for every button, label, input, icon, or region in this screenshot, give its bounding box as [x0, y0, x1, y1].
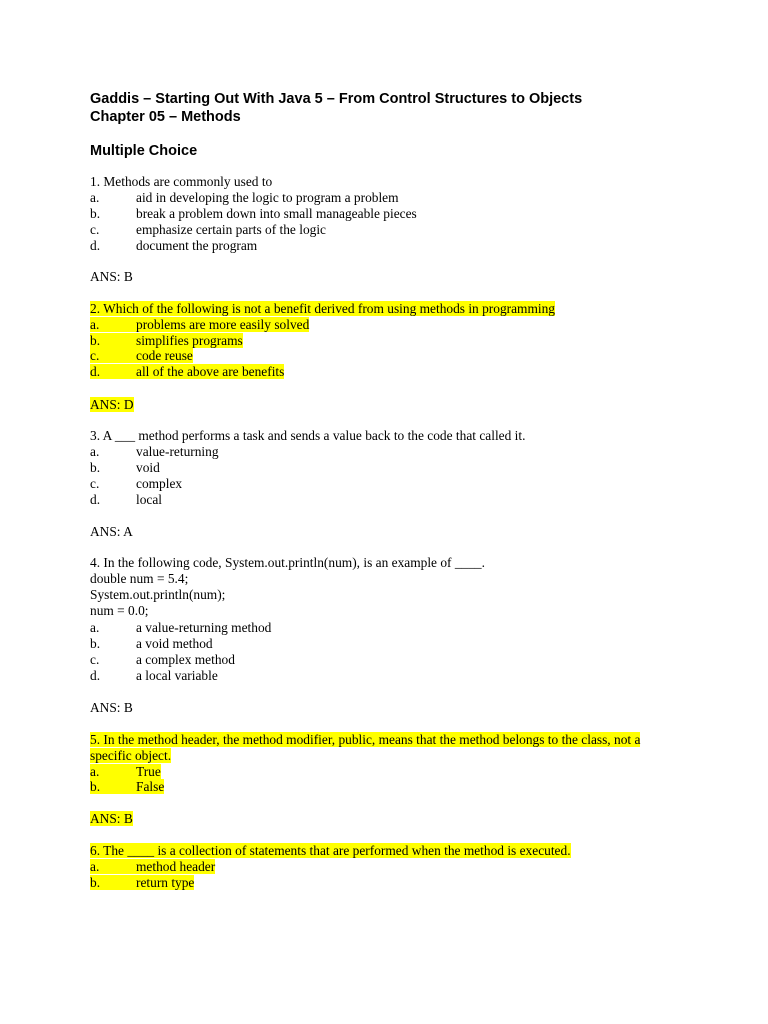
- question-4-option-c: [90, 652, 235, 668]
- question-3-answer: ANS: A: [90, 524, 133, 539]
- option-text: a local variable: [136, 668, 218, 683]
- chapter-title: Chapter 05 – Methods: [90, 109, 241, 125]
- option-letter: b.: [90, 779, 101, 794]
- option-letter: d.: [90, 492, 101, 507]
- option-text: simplifies programs: [136, 333, 243, 348]
- question-1-option-b: [90, 206, 417, 222]
- question-1-option-d: [90, 238, 257, 254]
- option-letter: a.: [90, 317, 100, 332]
- highlighted-text: specific object.: [90, 748, 172, 763]
- question-2-stem: [90, 301, 555, 317]
- option-text: value-returning: [136, 444, 219, 459]
- option-text: problems are more easily solved: [136, 317, 310, 332]
- option-text: a void method: [136, 636, 213, 651]
- option-text: complex: [136, 476, 183, 491]
- option-text: a complex method: [136, 652, 235, 667]
- option-letter: d.: [90, 668, 101, 683]
- question-3-option-b: [90, 460, 160, 476]
- option-letter: c.: [90, 348, 100, 363]
- question-5-option-b: [90, 779, 164, 795]
- option-letter: c.: [90, 652, 100, 667]
- question-4-stem: 4. In the following code, System.out.println(num), is an example of ____.: [90, 555, 485, 570]
- option-letter: c.: [90, 222, 100, 237]
- document-title: Gaddis – Starting Out With Java 5 – From Control Structures to Objects: [90, 91, 583, 107]
- option-text: aid in developing the logic to program a problem: [136, 190, 399, 205]
- option-text: document the program: [136, 238, 258, 253]
- question-6-option-a: [90, 859, 215, 875]
- question-2-option-a: [90, 317, 309, 333]
- question-1-answer: ANS: B: [90, 269, 133, 284]
- question-3-option-c: [90, 476, 182, 492]
- highlighted-text: ANS: D: [90, 397, 134, 412]
- option-text: False: [136, 779, 165, 794]
- option-letter: c.: [90, 476, 100, 491]
- option-text: break a problem down into small manageable pieces: [136, 206, 417, 221]
- question-1-stem: 1. Methods are commonly used to: [90, 174, 273, 189]
- option-letter: b.: [90, 636, 101, 651]
- option-letter: a.: [90, 764, 100, 779]
- question-5-stem-line-2: [90, 748, 171, 764]
- option-text: method header: [136, 859, 216, 874]
- question-1-option-c: [90, 222, 326, 238]
- highlighted-text: ANS: B: [90, 811, 133, 826]
- option-text: void: [136, 460, 160, 475]
- option-letter: a.: [90, 859, 100, 874]
- option-letter: d.: [90, 238, 101, 253]
- question-6-option-b: [90, 875, 194, 891]
- question-2-option-d: [90, 364, 284, 380]
- question-3-stem: 3. A ___ method performs a task and sends a value back to the code that called it.: [90, 428, 526, 443]
- question-5-answer: [90, 811, 133, 827]
- option-text: emphasize certain parts of the logic: [136, 222, 326, 237]
- question-5-stem-line-1: [90, 732, 640, 748]
- question-3-option-a: [90, 444, 219, 460]
- option-letter: a.: [90, 444, 100, 459]
- question-4-option-a: [90, 620, 271, 636]
- option-text: local: [136, 492, 163, 507]
- option-text: return type: [136, 875, 195, 890]
- question-1-option-a: [90, 190, 399, 206]
- option-letter: a.: [90, 620, 100, 635]
- option-letter: b.: [90, 206, 101, 221]
- option-letter: a.: [90, 190, 100, 205]
- question-4-answer: ANS: B: [90, 700, 133, 715]
- option-letter: b.: [90, 333, 101, 348]
- option-letter: d.: [90, 364, 101, 379]
- option-text: True: [136, 764, 161, 779]
- option-letter: b.: [90, 460, 101, 475]
- question-6-stem: [90, 843, 571, 859]
- highlighted-text: 6. The ____ is a collection of statements that are performed when the method is executed.: [90, 843, 571, 858]
- option-text: code reuse: [136, 348, 193, 363]
- question-2-option-c: [90, 348, 193, 364]
- question-2-answer: [90, 397, 134, 413]
- question-4-option-b: [90, 636, 213, 652]
- code-line: double num = 5.4;: [90, 571, 189, 586]
- question-5-option-a: [90, 764, 161, 780]
- question-4-option-d: [90, 668, 218, 684]
- option-letter: b.: [90, 875, 101, 890]
- highlighted-text: 5. In the method header, the method modifier, public, means that the method belongs to the class, not a: [90, 732, 641, 747]
- code-line: num = 0.0;: [90, 603, 149, 618]
- question-2-option-b: [90, 333, 243, 349]
- option-text: all of the above are benefits: [136, 364, 285, 379]
- section-heading: Multiple Choice: [90, 143, 198, 159]
- option-text: a value-returning method: [136, 620, 272, 635]
- question-3-option-d: [90, 492, 162, 508]
- code-line: System.out.println(num);: [90, 587, 226, 602]
- highlighted-text: 2. Which of the following is not a benefit derived from using methods in programming: [90, 301, 555, 316]
